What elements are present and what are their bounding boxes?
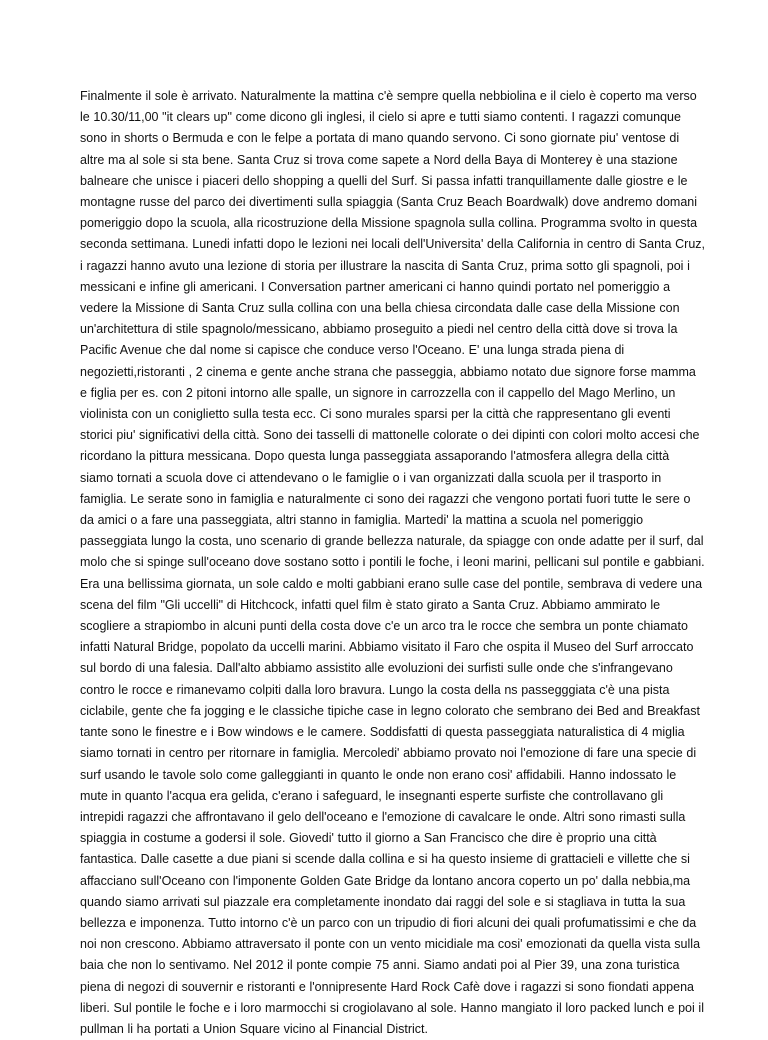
document-body-text: Finalmente il sole è arrivato. Naturalmente la mattina c'è sempre quella nebbiolina e il cielo è coperto ma verso le 10.30/11,00 "it clears up" come dicono gli inglesi, il cielo si apre e tutti siamo contenti. I ragazzi comunque sono in shorts o Bermuda e con le felpe a portata di mano quando servono. Ci sono giornate piu' ventose di altre ma al sole si sta bene. Santa Cruz si trova come sapete a Nord della Baya di Monterey è una stazione balneare che unisce i piaceri dello shopping a quelli del Surf. Si passa infatti tranquillamente dalle giostre e le montagne russe del parco dei divertimenti sulla spiaggia (Santa Cruz Beach Boardwalk) dove andremo domani pomeriggio dopo la scuola, alla ricostruzione della Missione spagnola sulla collina. Programma svolto in questa seconda settimana. Lunedi infatti dopo le lezioni nei locali dell'Universita' della California in centro di Santa Cruz, i ragazzi hanno avuto una lezione di storia per illustrare la nascita di Santa Cruz, prima sotto gli spagnoli, poi i messicani e infine gli americani. I Conversation partner americani ci hanno quindi portato nel pomeriggio a vedere la Missione di Santa Cruz sulla collina con una bella chiesa circondata dalle case della Missione con un'architettura di stile spagnolo/messicano, abbiamo proseguito a piedi nel centro della città dove si trova la Pacific Avenue che dal nome si capisce che conduce verso l'Oceano. E' una lunga strada piena di negozietti,ristoranti , 2 cinema e gente anche strana che passeggia, abbiamo notato due signore forse mamma e figlia per es. con 2 pitoni intorno alle spalle, un signore in carrozzella con il cappello del Mago Merlino, un violinista con un coniglietto sulla testa ecc. Ci sono murales sparsi per la città che rappresentano gli eventi storici piu' significativi della città. Sono dei tasselli di mattonelle colorate o dei dipinti con colori molto accesi che ricordano la pittura messicana. Dopo questa lunga passeggiata assaporando l'atmosfera allegra della città siamo tornati a scuola dove ci attendevano o le famiglie o i van organizzati dalla scuola per il trasporto in famiglia. Le serate sono in famiglia e naturalmente ci sono dei ragazzi che vengono portati fuori tutte le sere o da amici o a fare una passeggiata, altri stanno in famiglia. Martedi' la mattina a scuola nel pomeriggio passeggiata lungo la costa, uno scenario di grande bellezza naturale, da spiagge con onde adatte per il surf, dal molo che si spinge sull'oceano dove sostano sotto i pontili le foche, i leoni marini, pellicani sul pontile e gabbiani. Era una bellissima giornata, un sole caldo e molti gabbiani erano sulle case del pontile, sembrava di vedere una scena del film "Gli uccelli" di Hitchcock, infatti quel film è stato girato a Santa Cruz. Abbiamo ammirato le scogliere a strapiombo in alcuni punti della costa dove c'e un arco tra le rocce che sembra un ponte chiamato infatti Natural Bridge, popolato da uccelli marini. Abbiamo visitato il Faro che ospita il Museo del Surf arroccato sul bordo di una falesia. Dall'alto abbiamo assistito alle evoluzioni dei surfisti sulle onde che s'infrangevano contro le rocce e rimanevamo colpiti dalla loro bravura. Lungo la costa della ns passegggiata c'è una pista ciclabile, gente che fa jogging e le classiche tipiche case in legno colorato che sembrano dei Bed and Breakfast tante sono le finestre e i Bow windows e le camere. Soddisfatti di questa passeggiata naturalistica di 4 miglia siamo tornati in centro per ritornare in famiglia. Mercoledi' abbiamo provato noi l'emozione di fare una specie di surf usando le tavole solo come galleggianti in quanto le onde non erano cosi' affidabili. Hanno indossato le mute in quanto l'acqua era gelida, c'erano i safeguard, le insegnanti esperte surfiste che controllavano gli intrepidi ragazzi che affrontavano il gelo dell'oceano e l'emozione di cavalcare le onde. Altri sono rimasti sulla spiaggia in costume a godersi il sole. Giovedi' tutto il giorno a San Francisco che dire è proprio una città fantastica. Dalle casette a due piani si scende dalla collina e si ha questo insieme di grattacieli e villette che si affacciano sull'Oceano con l'imponente Golden Gate Bridge da lontano ancora coperto un po' dalla nebbia,ma quando siamo arrivati sul piazzale era completamente inondato dai raggi del sole e si stagliava in tutta la sua bellezza e imponenza. Tutto intorno c'è un parco con un tripudio di fiori alcuni dei quali profumatissimi e che da noi non crescono. Abbiamo attraversato il ponte con un vento micidiale ma cosi' emozionati da quella vista sulla baia che non lo sentivamo. Nel 2012 il ponte compie 75 anni. Siamo andati poi al Pier 39, una zona turistica piena di negozi di souvernir e ristoranti e l'onnipresente Hard Rock Cafè dove i ragazzi si sono fiondati appena liberi. Sul pontile le foche e i loro marmocchi si crogiolavano al sole. Hanno mangiato il loro packed lunch e poi il pullman li ha portati a Union Square vicino al Financial District. (80, 89, 705, 1036)
